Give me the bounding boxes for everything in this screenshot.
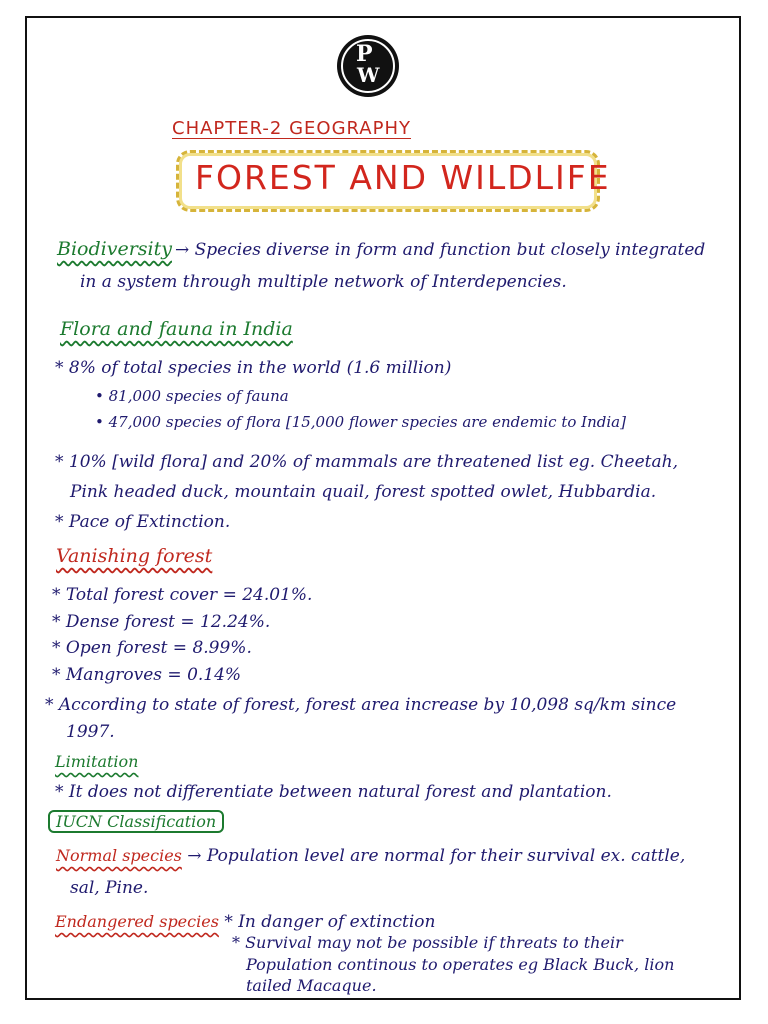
logo-letter-p: P — [356, 41, 373, 67]
dense-forest-row: * Dense forest = 12.24%. — [52, 612, 271, 632]
flora-sub-bullet-fauna: • 81,000 species of fauna — [95, 387, 289, 405]
forest-state-line-2: 1997. — [66, 722, 115, 742]
flora-bullet-3: * Pace of Extinction. — [55, 512, 231, 532]
endangered-species-line-1: Endangered species * In danger of extinction — [55, 912, 436, 932]
normal-species-line-2: sal, Pine. — [70, 878, 149, 898]
normal-species-line-1: Normal species → Population level are normal for their survival ex. cattle, — [56, 846, 686, 866]
mangroves-row: * Mangroves = 0.14% — [52, 665, 242, 685]
open-forest-row: * Open forest = 8.99%. — [52, 638, 252, 658]
endangered-species-line-4: tailed Macaque. — [246, 976, 377, 995]
flora-sub-bullet-flora: • 47,000 species of flora [15,000 flower species are endemic to India] — [95, 413, 626, 431]
biodiversity-line-2: in a system through multiple network of Interdepencies. — [80, 272, 567, 292]
normal-species-heading: Normal species — [56, 846, 182, 865]
endangered-species-heading: Endangered species — [55, 912, 219, 931]
logo-letter-w: W — [357, 63, 380, 87]
chapter-label: CHAPTER-2 GEOGRAPHY — [172, 118, 411, 139]
flora-heading: Flora and fauna in India — [60, 318, 293, 340]
vanishing-forest-heading: Vanishing forest — [56, 545, 213, 567]
forest-state-line-1: * According to state of forest, forest area increase by 10,098 sq/km since — [45, 695, 677, 715]
arrow-icon: → — [175, 240, 190, 260]
iucn-heading: IUCN Classification — [48, 812, 224, 831]
biodiversity-heading: Biodiversity — [57, 238, 172, 260]
biodiversity-line-1: → Species diverse in form and function but closely integrated — [175, 240, 706, 260]
page-title: FOREST AND WILDLIFE — [195, 158, 611, 197]
endangered-species-line-2: * Survival may not be possible if threats to their — [232, 933, 623, 952]
limitation-heading: Limitation — [55, 752, 139, 771]
endangered-species-line-3: Population continous to operates eg Black Buck, lion — [246, 955, 675, 974]
pw-logo — [337, 35, 399, 97]
total-forest-cover-row: * Total forest cover = 24.01%. — [52, 585, 313, 605]
limitation-text: * It does not differentiate between natural forest and plantation. — [55, 782, 612, 802]
flora-bullet-2-line-2: Pink headed duck, mountain quail, forest spotted owlet, Hubbardia. — [70, 482, 657, 502]
flora-bullet-2-line-1: * 10% [wild flora] and 20% of mammals are threatened list eg. Cheetah, — [55, 452, 678, 472]
flora-bullet-1: * 8% of total species in the world (1.6 million) — [55, 358, 452, 378]
